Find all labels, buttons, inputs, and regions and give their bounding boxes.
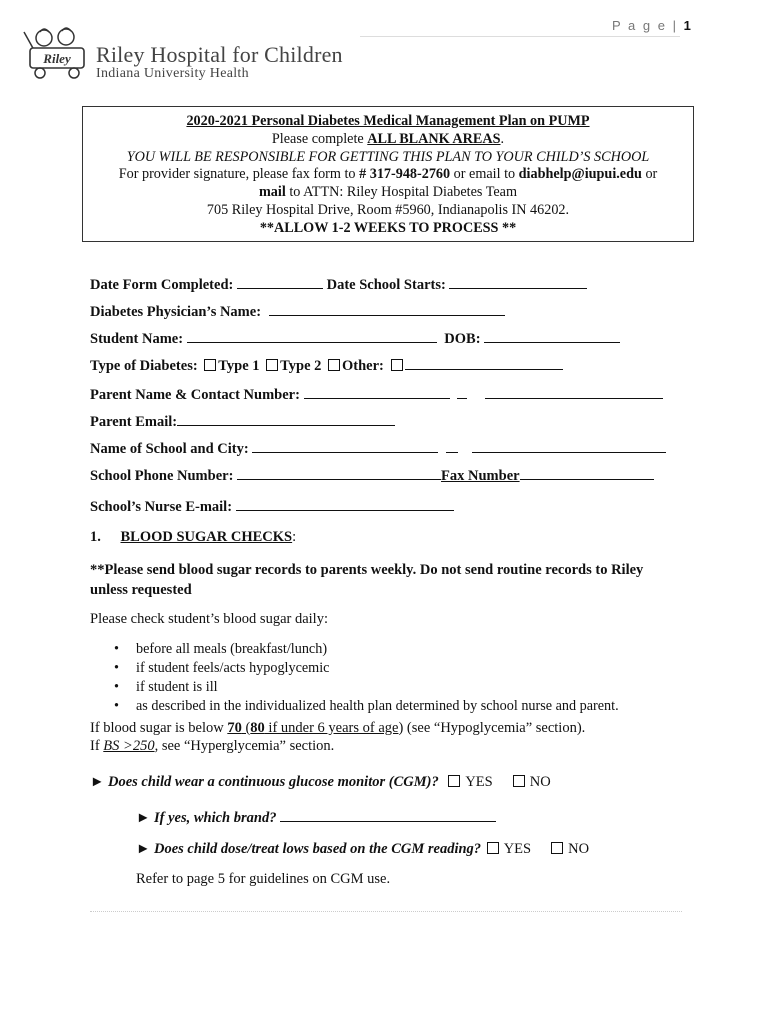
section-1-heading [90,529,296,546]
cgm-brand-field[interactable] [280,809,496,822]
parent-email-row [90,413,395,431]
school-phone-field[interactable] [237,467,441,480]
hypo-80: 80 [250,720,265,736]
diabetes-type-label: Type of Diabetes: [90,358,198,374]
hypo-open: ( [241,720,251,736]
parent-contact-label: Parent Name & Contact Number: [90,387,300,403]
org-name: Riley Hospital for Children [96,42,343,67]
other-checkbox-2[interactable] [391,359,403,371]
other-label: Other: [342,358,384,374]
footer-rule [90,911,682,912]
logo-text: Riley [43,51,71,66]
dose-yes-label: YES [503,841,532,857]
riley-logo-icon [22,26,94,82]
school-phone-row [90,467,654,485]
hyperglycemia-line [90,738,334,755]
cgm-yes-label: YES [465,774,493,790]
cgm-dose-question: Does child dose/treat lows based on the CGM reading? [153,841,482,857]
check-intro: Please check student’s blood sugar daily: [90,611,328,627]
instruction-line-7: **ALLOW 1-2 WEEKS TO PROCESS ** [259,219,517,236]
hyper-text: If [90,738,104,754]
instruction-line-6: 705 Riley Hospital Drive, Room #5960, Indianapolis IN 46202. [206,201,570,218]
page-number-value: 1 [683,18,691,33]
records-note-line-1: **Please send blood sugar records to parents weekly. Do not send routine records to Riley [90,562,644,578]
school-phone-label: School Phone Number: [90,468,234,484]
hyper-post: , see “Hyperglycemia” section. [154,738,335,754]
page-label: P a g e | [612,18,678,33]
page-number [612,18,691,33]
parent-email-label: Parent Email: [90,414,178,430]
other-field[interactable] [405,357,563,370]
other-checkbox[interactable] [328,359,340,371]
hypo-70: 70 [227,720,242,736]
physician-label: Diabetes Physician’s Name: [90,304,262,320]
list-item: • if student is ill [110,678,619,697]
plan-title: 2020-2021 Personal Diabetes Medical Management Plan on PUMP [186,113,590,129]
hypoglycemia-line [90,720,585,737]
fax-field[interactable] [520,467,654,480]
cgm-yes-checkbox[interactable] [448,775,460,787]
records-note [90,560,643,600]
hypo-under: if under 6 years of age [264,720,399,736]
hyper-bs: BS >250 [103,738,155,754]
parent-contact-field[interactable] [304,386,450,399]
records-note-line-2: unless requested [90,582,192,598]
nurse-email-field[interactable] [236,498,454,511]
date-completed-label: Date Form Completed: [90,277,234,293]
section-colon: : [292,529,297,545]
cgm-brand-question: If yes, which brand? [153,810,277,826]
instruction-line-4: For provider signature, please fax form to # 317-948-2760 or email to diabhelp@iupui.edu or [118,166,658,183]
parent-email-field[interactable] [177,413,395,426]
arrow-icon: ► [90,774,105,790]
nurse-email-label: School’s Nurse E-mail: [90,499,233,515]
cgm-brand-row [136,809,496,827]
date-school-starts-field[interactable] [449,276,587,289]
type2-label: Type 2 [280,358,322,374]
cgm-no-checkbox[interactable] [513,775,525,787]
cgm-refer-note: Refer to page 5 for guidelines on CGM use. [136,871,391,887]
parent-contact-row [90,386,663,404]
header-rule [360,36,680,37]
student-name-field[interactable] [187,330,437,343]
list-item: • if student feels/acts hypoglycemic [110,659,619,678]
instruction-line-2: Please complete ALL BLANK AREAS. [271,130,505,147]
fax-label: Fax Number [441,468,520,484]
list-item: • before all meals (breakfast/lunch) [110,640,619,659]
date-completed-field[interactable] [237,276,323,289]
hypo-post: ) (see “Hypoglycemia” section). [398,720,586,736]
cgm-no-label: NO [529,774,551,790]
cgm-dose-row [136,841,589,858]
blank-segment [457,386,467,399]
arrow-icon: ► [136,810,151,826]
instruction-line-3: YOU WILL BE RESPONSIBLE FOR GETTING THIS PLAN TO YOUR CHILD’S SCHOOL [126,148,650,165]
dob-field[interactable] [484,330,620,343]
dose-no-label: NO [568,841,590,857]
arrow-icon: ► [136,841,151,857]
type1-checkbox[interactable] [204,359,216,371]
nurse-email-row [90,498,454,516]
check-list [110,640,619,716]
school-city-row [90,440,666,458]
physician-field[interactable] [269,303,505,316]
cgm-question-row [90,774,551,791]
student-name-label: Student Name: [90,331,184,347]
type1-label: Type 1 [218,358,260,374]
school-city-field-2[interactable] [472,440,666,453]
blank-segment [446,440,458,453]
instruction-line-5: mail to ATTN: Riley Hospital Diabetes Team [258,184,518,201]
diabetes-type-row [90,357,563,375]
type2-checkbox[interactable] [266,359,278,371]
dob-label: DOB: [444,331,481,347]
list-item: • as described in the individualized health plan determined by school nurse and parent. [110,697,619,716]
hypo-text: If blood sugar is below [90,720,228,736]
date-row [90,276,587,294]
parent-contact-field-2[interactable] [485,386,663,399]
student-row [90,330,620,348]
dose-no-checkbox[interactable] [551,842,563,854]
dose-yes-checkbox[interactable] [487,842,499,854]
date-school-starts-label: Date School Starts: [326,277,446,293]
instructions-box [82,106,694,242]
org-subtitle: Indiana University Health [96,66,249,81]
school-city-field[interactable] [252,440,438,453]
section-number: 1. [90,529,101,545]
section-title: BLOOD SUGAR CHECKS [120,529,293,545]
cgm-question: Does child wear a continuous glucose monitor (CGM)? [107,774,439,790]
school-city-label: Name of School and City: [90,441,249,457]
physician-row [90,303,505,321]
